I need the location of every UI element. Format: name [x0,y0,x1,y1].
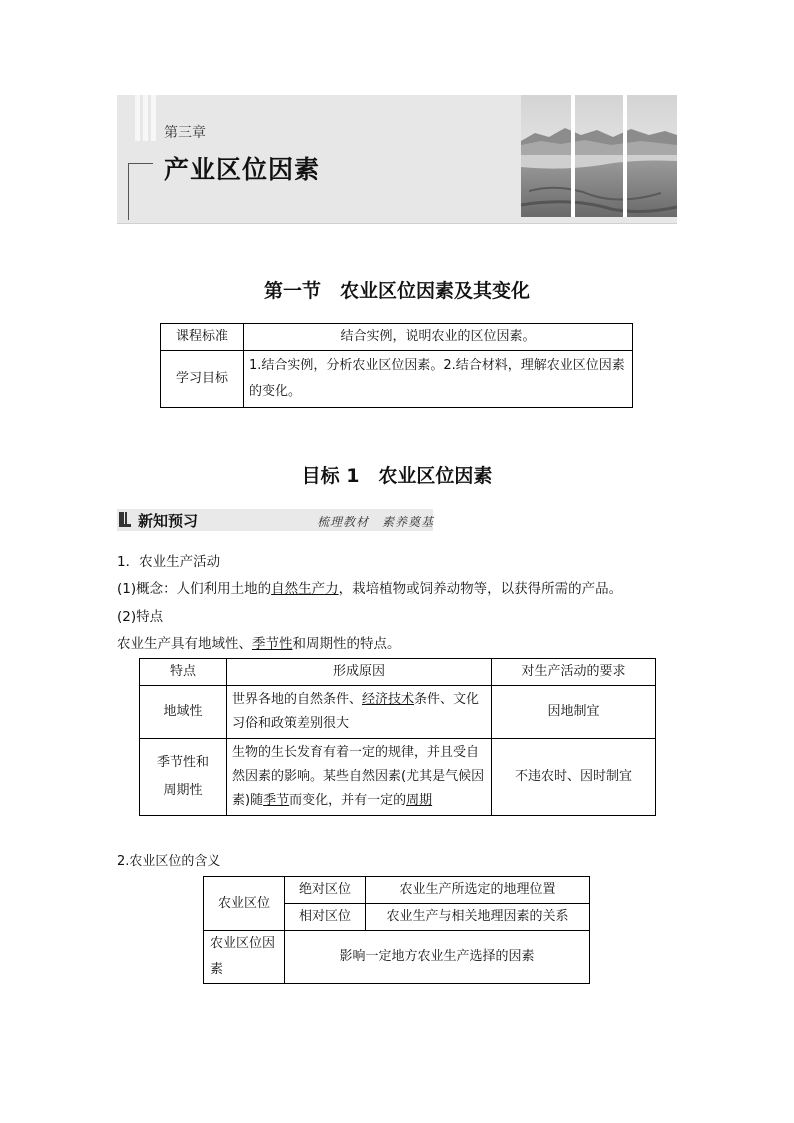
goal-title: 目标 1 农业区位因素 [301,465,493,487]
table-header: 对生产活动的要求 [492,659,656,686]
table-cell: 课程标准 [161,324,244,351]
item-heading: 1．农业生产活动 [117,554,221,570]
book-icon [119,512,131,527]
key-term: 季节 [263,793,290,808]
table-row [161,351,633,408]
text: ，栽培植物或饲养动物等，以获得所需的产品。 [338,581,623,597]
preview-title: 新知预习 [138,512,199,530]
banner-stripe [151,95,156,141]
table-header-row [140,659,656,686]
banner-divider [117,223,677,234]
text: 而变化，并有一定的 [289,793,407,808]
table-cell: 学习目标 [161,351,244,408]
text: 生物的生长发育有着一定的规律，并且受自然因素的影响。某些自然因素(尤其是气候因素)随 [232,745,485,808]
table-cell: 农业区位因素 [204,931,285,984]
location-table [203,876,590,984]
text: 农业生产具有地域性、 [117,636,252,652]
course-standards-table [160,323,633,408]
item-heading: 2.农业区位的含义 [117,854,221,869]
features-label: (2)特点 [117,609,164,625]
banner-bracket-line [128,163,129,220]
key-term: 季节性 [252,636,293,652]
table-cell: 季节性和周期性 [140,739,227,816]
table-cell: 农业生产所选定的地理位置 [366,877,590,904]
table-cell: 农业区位 [204,877,285,931]
table-row [204,931,590,984]
table-cell: 结合实例，说明农业的区位因素。 [244,324,633,351]
table-cell: 1.结合实例，分析农业区位因素。2.结合材料，理解农业区位因素的变化。 [244,351,633,408]
chapter-number: 第三章 [164,125,206,141]
features-table [139,658,656,816]
table-row [161,324,633,351]
key-term: 周期 [406,793,433,808]
key-term: 自然生产力 [271,581,339,597]
text: 和周期性的特点。 [292,636,401,652]
banner-stripe [135,95,140,141]
table-cell [227,739,492,816]
chapter-title: 产业区位因素 [164,155,321,184]
table-row [140,739,656,816]
table-cell [227,686,492,739]
table-row [204,877,590,904]
table-cell: 相对区位 [285,904,366,931]
text: 条件、文化习俗和政策差别很大 [232,692,480,731]
banner-bracket-line [128,163,153,164]
table-cell: 农业生产与相关地理因素的关系 [366,904,590,931]
features-line [117,632,401,652]
table-cell: 因地制宜 [492,686,656,739]
section-title: 第一节 农业区位因素及其变化 [263,280,530,302]
table-cell: 影响一定地方农业生产选择的因素 [285,931,590,984]
table-row [140,686,656,739]
table-header: 形成原因 [227,659,492,686]
landscape-photo [521,95,677,217]
text: 世界各地的自然条件、 [232,692,363,707]
table-cell: 不违农时、因时制宜 [492,739,656,816]
text: (1)概念：人们利用土地的 [117,581,272,597]
banner-stripe [143,95,148,141]
table-cell: 绝对区位 [285,877,366,904]
preview-tagline: 梳理教材 素养奠基 [317,515,435,529]
key-term: 经济技术 [362,692,415,707]
table-header: 特点 [140,659,227,686]
concept-line [117,577,622,597]
table-cell: 地域性 [140,686,227,739]
